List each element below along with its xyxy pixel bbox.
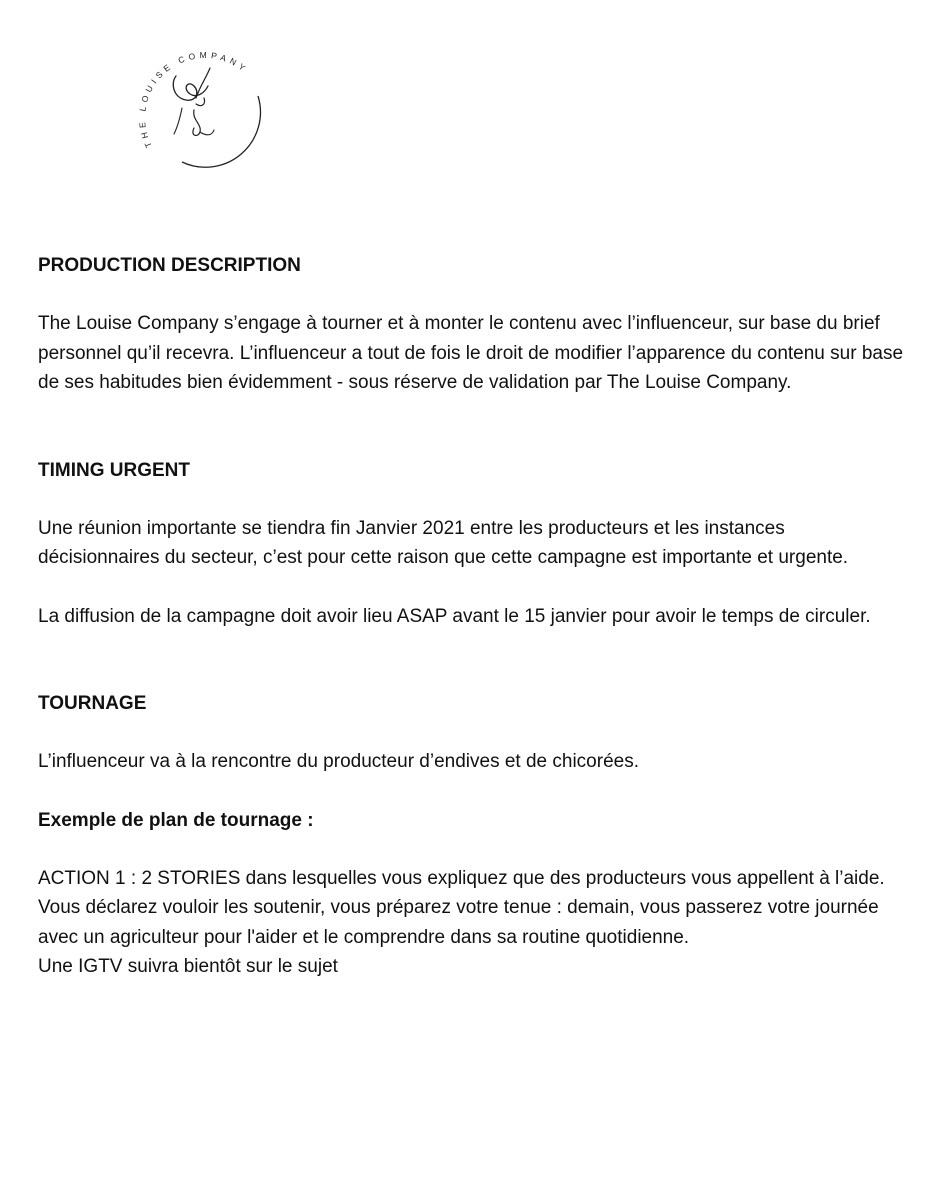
plan-title: Exemple de plan de tournage : <box>38 809 314 831</box>
timing-paragraph-2: La diffusion de la campagne doit avoir lieu ASAP avant le 15 janvier pour avoir le temps de circuler. <box>38 605 871 627</box>
section-heading-production: PRODUCTION DESCRIPTION <box>38 255 301 276</box>
logo-text: THE LOUISE COMPANY <box>136 50 251 150</box>
document-body <box>38 251 908 982</box>
section-heading-tournage: TOURNAGE <box>38 693 147 714</box>
company-logo <box>130 28 270 168</box>
action-1-text: ACTION 1 : 2 STORIES dans lesquelles vous expliquez que des producteurs vous appellent à l’aide. <box>38 867 885 889</box>
action-3-text: Une IGTV suivra bientôt sur le sujet <box>38 956 338 977</box>
production-description-text: The Louise Company s’engage à tourner et à monter le contenu avec l’influenceur, sur base du brief personnel qu’il recevra. L’influenceur a tout de fois le droit de modifier l’apparence du contenu sur base de ses habitudes bien évidemment - sous réserve de validation par The Louise Company. <box>38 313 904 393</box>
section-heading-timing: TIMING URGENT <box>38 459 190 481</box>
action-2-text: Vous déclarez vouloir les soutenir, vous préparez votre tenue : demain, vous passerez votre journée avec un agriculteur pour l'aider et le comprendre dans sa routine quotidienne. <box>38 897 879 948</box>
timing-paragraph-1: Une réunion importante se tiendra fin Janvier 2021 entre les producteurs et les instances décisionnaires du secteur, c’est pour cette raison que cette campagne est importante et urgente. <box>38 517 849 568</box>
face-line-drawing-icon <box>130 28 270 168</box>
tournage-intro: L’influenceur va à la rencontre du producteur d’endives et de chicorées. <box>38 751 639 772</box>
